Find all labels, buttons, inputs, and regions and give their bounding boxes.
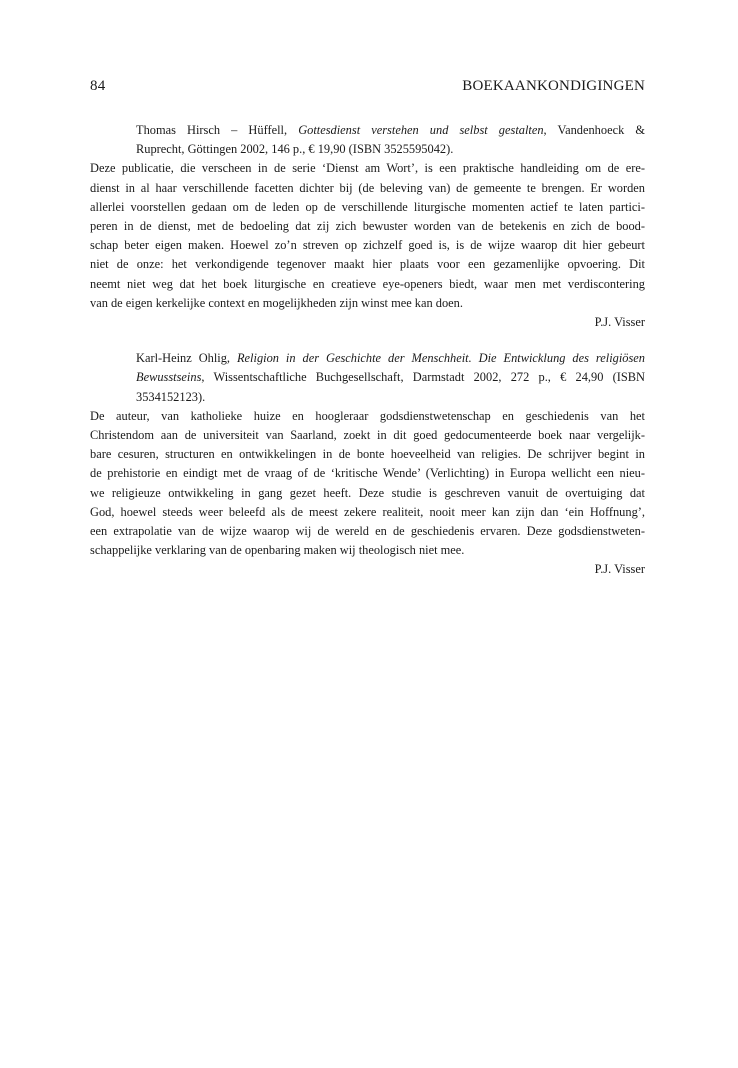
book-author: Thomas Hirsch – Hüffell, <box>136 123 299 137</box>
page-header <box>90 78 645 100</box>
section-title: BOEKAANKONDIGINGEN <box>462 78 645 94</box>
book-citation: Thomas Hirsch – Hüffell, Gottesdienst verstehen und selbst gestalten, Vandenhoeck & Ruprecht, Göttingen 2002, 146 p., € 19,90 (ISBN 3525595042). <box>136 121 645 159</box>
book-author: Karl-Heinz Ohlig, <box>136 351 237 366</box>
book-title-continued: Bewusstseins <box>136 370 202 385</box>
reviewer-signature: P.J. Visser <box>594 315 645 330</box>
book-publication-info: Ruprecht, Göttingen 2002, 146 p., € 19,90 (ISBN 3525595042). <box>136 142 454 157</box>
review-text: Deze publicatie, die verscheen in de serie ‘Dienst am Wort’, is een praktische handleiding om de ere- dienst in al haar verschillende facetten dichter bij (de beleving van) de gemeente te brengen. Er worden allerlei voorstellen gedaan om de leden op de verschillende liturgische momenten actief te laten partici- peren in de dienst, met de bedoeling dat zij zich bewuster worden van de betekenis en zich de bood- schap beter eigen maken. Hoewel zo’n streven op zichzelf goed is, is de wijze waarop dit hier gebeurt niet de onze: het verkondigende tegenover maakt hier plaats voor een gezamenlijke opvoering. Dit neemt niet weg dat het boek liturgische en creatieve eye-openers biedt, waar men met verdiscontering van de eigen kerkelijke context en mogelijkheden zijn winst mee kan doen. <box>90 161 645 310</box>
page-number: 84 <box>90 78 106 94</box>
page-content <box>90 121 645 597</box>
book-title: Gottesdienst verstehen und selbst gestalten <box>298 123 544 137</box>
review <box>90 349 645 579</box>
book-citation: Karl-Heinz Ohlig, Religion in der Geschichte der Menschheit. Die Entwicklung des religiösen Bewusstseins, Wissentschaftliche Buchgesellschaft, Darmstadt 2002, 272 p., € 24,90 (ISBN 3534152123). <box>136 349 645 407</box>
review-text: De auteur, van katholieke huize en hoogleraar godsdienstwetenschap en geschiedenis van het Christendom aan de universiteit van Saarland, zoekt in dit goed gedocumenteerde boek naar vergelijk- bare cesuren, structuren en ontwikkelingen in de bonte hoeveelheid van religies. De schrijver begint in de prehistorie en eindigt met de vraag of de ‘kritische Wende’ (Verlichting) in Europa wellicht een nieu- we religieuze ontwikkeling in gang gezet heeft. Deze studie is geschreven vanuit de overtuiging dat God, hoewel steeds weer beleefd als de meest zekere realiteit, nooit meer kan zijn dan ‘ein Hoffnung’, een extrapolatie van de wijze waarop wij de wereld en de geschiedenis ervaren. Deze godsdienstweten- schappelijke verklaring van de openbaring maken wij theologisch niet mee. <box>90 408 645 558</box>
book-isbn: 3534152123). <box>136 389 206 404</box>
review <box>90 121 645 332</box>
book-title: Religion in der Geschichte der Menschheit. Die Entwicklung des religiösen <box>236 351 646 366</box>
reviewer-signature: P.J. Visser <box>594 562 645 577</box>
